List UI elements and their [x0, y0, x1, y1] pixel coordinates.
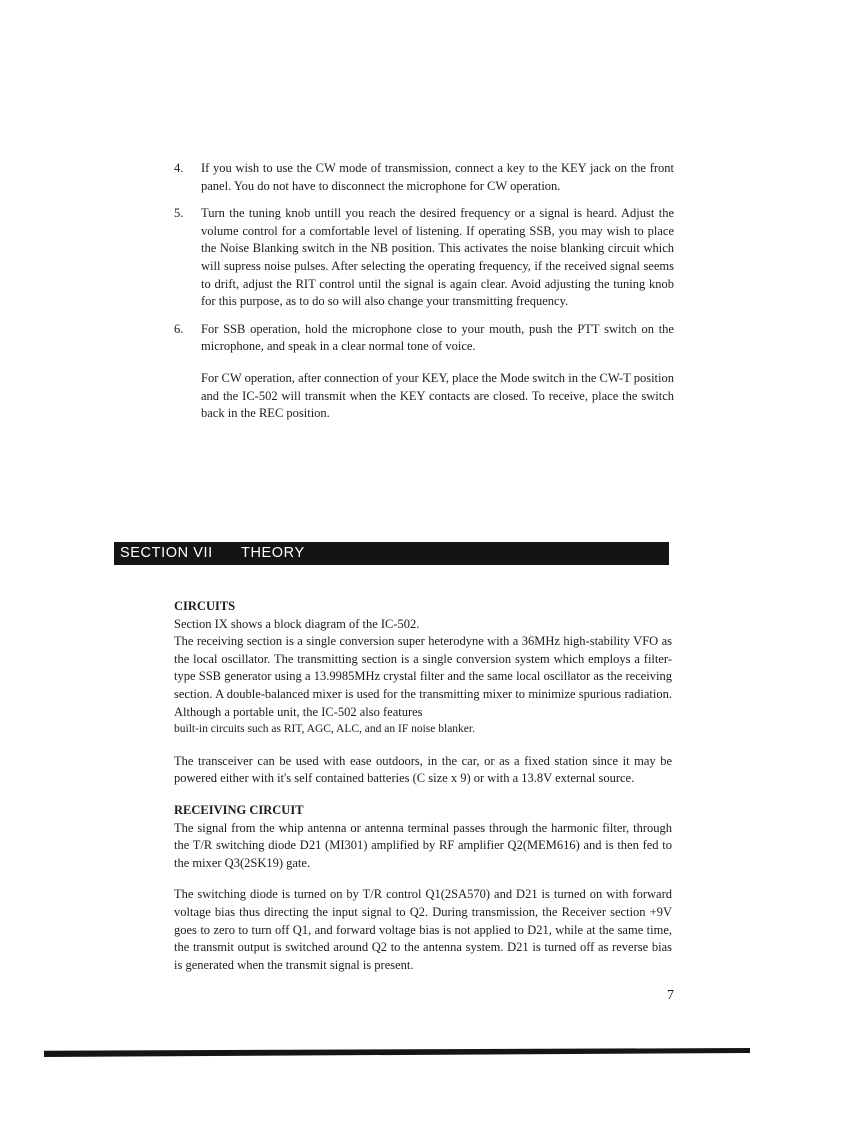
- receiving-heading: RECEIVING CIRCUIT: [174, 802, 304, 817]
- operating-instructions: [174, 160, 674, 433]
- theory-content: [174, 598, 672, 988]
- instruction-item: [174, 321, 674, 423]
- instruction-number: 4.: [174, 161, 184, 175]
- section-header-bar: [114, 542, 669, 565]
- circuits-paragraph: The receiving section is a single conversion super heterodyne with a 36MHz high-stability VFO as the local oscillator. The transmitting section is a single conversion system which employs a filter-type SSB generator using a 13.9985MHz crystal filter and the same local oscillator as the receiving section. A double-balanced mixer is used for the transmitting mixer to minimize spurious radiation. Although a portable unit, the IC-502 also features: [174, 634, 672, 719]
- instruction-number: 6.: [174, 321, 184, 336]
- instruction-text: Turn the tuning knob untill you reach the desired frequency or a signal is heard. Adjust the volume control for a comfortable level of listening. If operating SSB, you may wish to place the Noise Blanking switch in the NB position. This activates the noise blanking circuit which will supress noise pulses. After selecting the operating frequency, if the received signal seems to drift, adjust the RIT control until the signal is again clear. Avoid adjusting the tuning knob for this purpose, as to do so will also change your transmitting frequency.: [201, 206, 674, 309]
- instruction-item: [174, 160, 674, 195]
- circuits-paragraph: The transceiver can be used with ease outdoors, in the car, or as a fixed station since it may be powered either with it's self contained batteries (C size x 9) or with a 13.8V external source.: [174, 753, 672, 786]
- instruction-text: If you wish to use the CW mode of transmission, connect a key to the KEY jack on the front panel. You do not have to disconnect the microphone for CW operation.: [201, 161, 674, 193]
- section-number: SECTION VII: [120, 545, 213, 561]
- bottom-rule: [44, 1048, 750, 1057]
- receiving-paragraph: The switching diode is turned on by T/R control Q1(2SA570) and D21 is turned on with forward voltage bias thus directing the input signal to Q2. During transmission, the Receiver section +9V goes to zero to turn off Q1, and forward voltage bias is not applied to D21, while at the same time, the transmit output is switched around Q2 to the antenna system. D21 is turned off as reverse bias is generated when the transmit signal is present.: [174, 887, 672, 972]
- circuits-heading: CIRCUITS: [174, 599, 236, 613]
- instruction-text: For CW operation, after connection of your KEY, place the Mode switch in the CW-T position and the IC-502 will transmit when the KEY contacts are closed. To receive, place the switch back in the REC position.: [201, 370, 674, 421]
- instruction-text: For SSB operation, hold the microphone close to your mouth, push the PTT switch on the microphone, and speak in a clear normal tone of voice.: [201, 321, 674, 354]
- instruction-item: [174, 205, 674, 311]
- circuits-intro: Section IX shows a block diagram of the IC-502.: [174, 616, 420, 631]
- page-number: 7: [667, 988, 674, 1003]
- receiving-paragraph: The signal from the whip antenna or antenna terminal passes through the harmonic filter, through the T/R switching diode D21 (MI301) amplified by RF amplifier Q2(MEM616) and is then fed to the mixer Q3(2SK19) gate.: [174, 820, 672, 870]
- instruction-number: 5.: [174, 206, 184, 221]
- section-title: THEORY: [241, 545, 305, 561]
- circuits-paragraph-tail: built-in circuits such as RIT, AGC, ALC, and an IF noise blanker.: [174, 723, 475, 736]
